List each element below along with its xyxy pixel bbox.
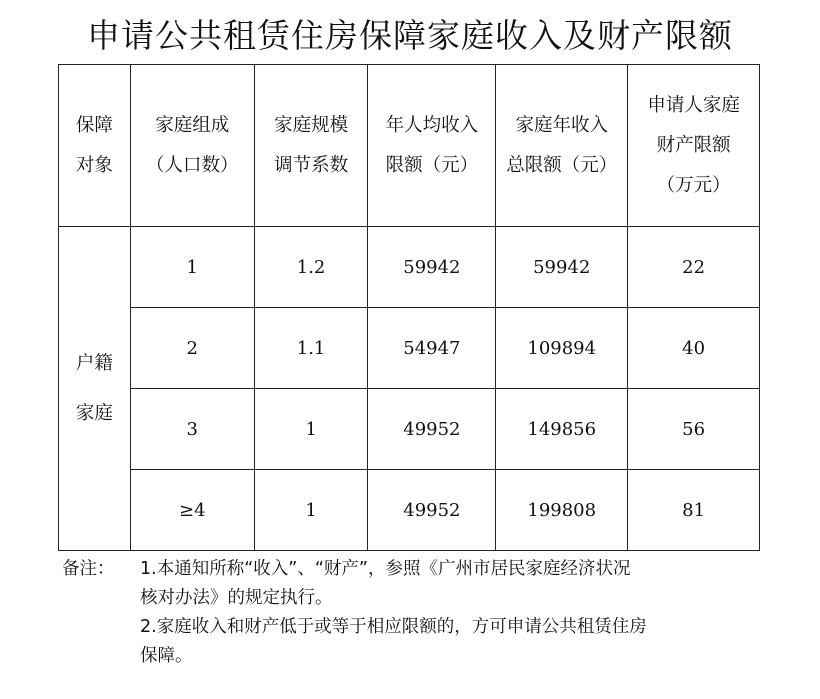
cell-coef: 1.2 [254, 227, 368, 308]
cell-coef: 1 [254, 470, 368, 551]
header-asset-limit: 申请人家庭 财产限额 （万元） [628, 65, 760, 227]
note-text: 保障。 [140, 646, 193, 666]
cell-size: 3 [130, 389, 254, 470]
cell-per-capita: 59942 [368, 227, 496, 308]
header-adjustment-coefficient: 家庭规模 调节系数 [254, 65, 368, 227]
header-household-size: 家庭组成 （人口数） [130, 65, 254, 227]
cell-per-capita: 54947 [368, 308, 496, 389]
cell-coef: 1.1 [254, 308, 368, 389]
table-row [59, 227, 760, 308]
notes-section [62, 555, 762, 671]
table-row [59, 470, 760, 551]
table-row [59, 308, 760, 389]
cell-asset: 40 [628, 308, 760, 389]
cell-asset: 22 [628, 227, 760, 308]
note-continuation [62, 642, 762, 671]
cell-per-capita: 49952 [368, 470, 496, 551]
target-cell: 户籍 家庭 [59, 227, 131, 551]
note-item [62, 613, 762, 642]
cell-size: 2 [130, 308, 254, 389]
cell-asset: 56 [628, 389, 760, 470]
cell-size: 1 [130, 227, 254, 308]
cell-coef: 1 [254, 389, 368, 470]
header-target: 保障 对象 [59, 65, 131, 227]
limits-table [58, 64, 760, 551]
note-text: 2.家庭收入和财产低于或等于相应限额的，方可申请公共租赁住房 [140, 617, 647, 637]
header-total-income-limit: 家庭年收入 总限额（元） [496, 65, 628, 227]
note-text: 1.本通知所称“收入”、“财产”，参照《广州市居民家庭经济状况 [140, 559, 631, 579]
cell-total: 59942 [496, 227, 628, 308]
header-per-capita-income-limit: 年人均收入 限额（元） [368, 65, 496, 227]
cell-size: ≥4 [130, 470, 254, 551]
table-row [59, 389, 760, 470]
table-header-row [59, 65, 760, 227]
cell-total: 109894 [496, 308, 628, 389]
note-item [62, 555, 762, 584]
document-title: 申请公共租赁住房保障家庭收入及财产限额 [87, 16, 733, 55]
cell-total: 199808 [496, 470, 628, 551]
cell-per-capita: 49952 [368, 389, 496, 470]
cell-asset: 81 [628, 470, 760, 551]
note-text: 核对办法》的规定执行。 [140, 588, 333, 608]
notes-label: 备注： [62, 559, 115, 579]
cell-total: 149856 [496, 389, 628, 470]
note-continuation [62, 584, 762, 613]
